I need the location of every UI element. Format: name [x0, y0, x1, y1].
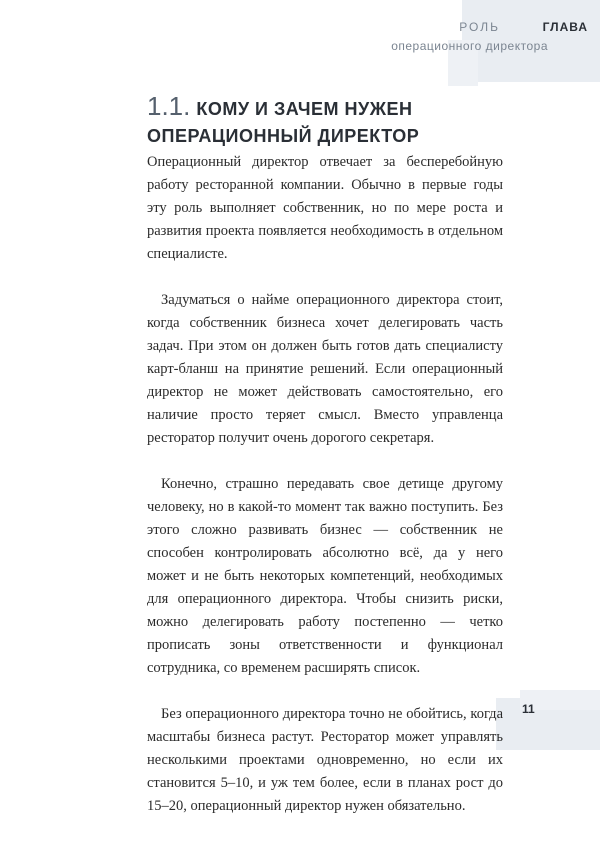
running-head-role: РОЛЬ [459, 20, 500, 34]
page-number: 11 [522, 702, 535, 716]
section-number: 1.1. [147, 91, 191, 121]
section-title-line2: ОПЕРАЦИОННЫЙ ДИРЕКТОР [147, 126, 420, 146]
paragraph-3: Конечно, страшно передавать свое детище другому человеку, но в какой-то момент так важно поступить. Без этого сложно развивать бизнес — собственник не способен контролировать абсолютно всё, да у него может и не быть некоторых компетенций, необходимых для операционного директора. Чтобы снизить риски, можно делегировать работу постепенно — четко прописать зоны ответственности и функционал сотрудника, со временем расширять список. [147, 476, 503, 676]
paragraph-1: Операционный директор отвечает за бесперебойную работу ресторанной компании. Обычно в первые годы эту роль выполняет собственник, но по мере роста и развития проекта появляется необходимость в отдельном специалисте. [147, 154, 503, 262]
section-heading [147, 93, 419, 149]
running-head-chapter: ГЛАВА [542, 20, 588, 34]
paragraph-2: Задуматься о найме операционного директора стоит, когда собственник бизнеса хочет делегировать часть задач. При этом он должен быть готов дать специалисту карт-бланш на принятие решений. Если операционный директор не может действовать самостоятельно, его наличие просто теряет смысл. Вместо управленца ресторатор получит очень дорогого секретаря. [147, 292, 503, 446]
section-title-line1: КОМУ И ЗАЧЕМ НУЖЕН [196, 99, 413, 119]
body-text [147, 151, 503, 841]
paragraph-4: Без операционного директора точно не обойтись, когда масштабы бизнеса растут. Ресторатор может управлять несколькими проектами одновременно, но если их становится 5–10, и уж тем более, если в планах рост до 15–20, операционный директор нужен обязательно. [147, 706, 503, 814]
running-head-subtitle: операционного директора [391, 39, 548, 53]
